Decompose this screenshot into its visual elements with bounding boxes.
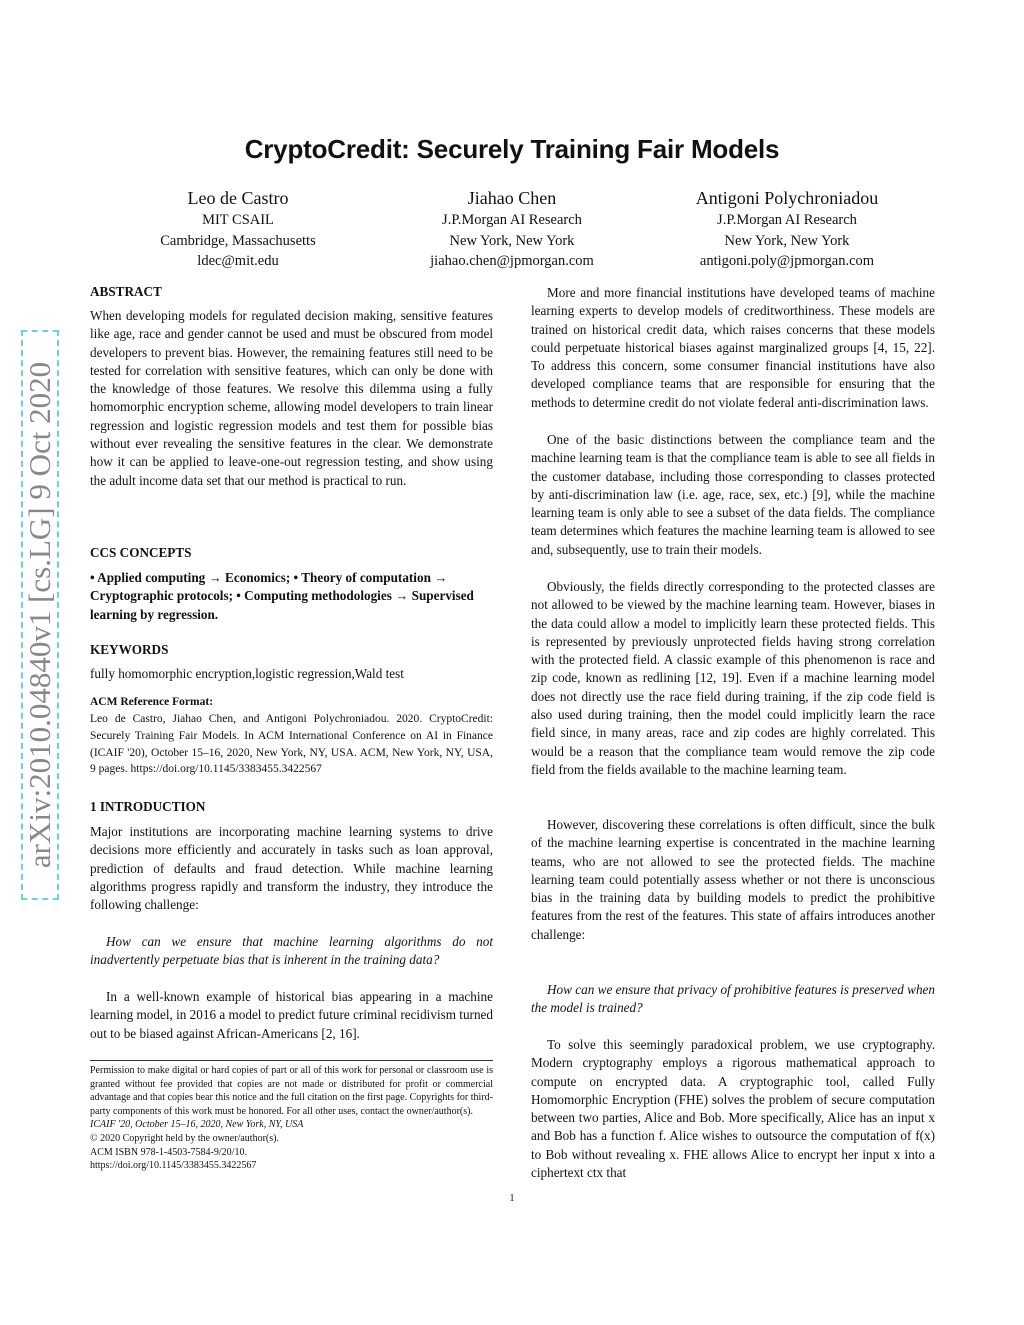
abstract-heading: ABSTRACT: [90, 284, 162, 299]
author-email: jiahao.chen@jpmorgan.com: [430, 253, 594, 269]
doi-link[interactable]: https://doi.org/10.1145/3383455.3422567: [90, 1160, 257, 1172]
author-email: ldec@mit.edu: [197, 253, 279, 269]
intro-paragraph: Obviously, the fields directly corresponding to the protected classes are not allowed to be viewed by the machine learning team. However, biases in the data could allow a model to implicitly learn these protected fields. This is represented by previously unprotected fields having strong correlation with the protected field. A classic example of this phenomenon is race and zip code, known as redlining [12, 19]. Even if a machine learning model does not directly use the race field during training, if the zip code field is also used during training, then the model could implicitly learn the race field since, in many areas, race and zip codes are highly correlated. This would be a reason that the compliance team would remove the zip code field from the fields available to the machine learning team.: [531, 579, 935, 777]
author-block: [88, 186, 388, 272]
author-affiliation: J.P.Morgan AI Research: [717, 212, 857, 228]
ccs-text: • Applied computing → Economics; • Theory of computation → Cryptographic protocols; • Computing methodologies → Supervised learning by regression.: [90, 570, 474, 622]
author-location: Cambridge, Massachusetts: [160, 232, 316, 249]
intro-paragraph: Major institutions are incorporating machine learning systems to drive decisions more efficiently and accurately in tasks such as loan approval, prediction of defaults and fraud detection. While machine learning algorithms progress rapidly and transform the industry, they introduce the following challenge:: [90, 824, 493, 913]
conference-info: ICAIF '20, October 15–16, 2020, New York, NY, USA: [90, 1119, 304, 1131]
footnote-divider: [90, 1060, 493, 1061]
abstract-text: When developing models for regulated decision making, sensitive features like age, race and gender cannot be used and must be obscured from model developers to prevent bias. However, the remaining features still need to be tested for correlation with sensitive features, which can only be done with the knowledge of those features. We resolve this dilemma using a fully homomorphic encryption scheme, allowing model developers to train linear regression and logistic regression models and test them for possible bias without ever revealing the sensitive features in the clear. We demonstrate how it can be applied to leave-one-out regression testing, and show using the adult income data set that our method is practical to run.: [90, 308, 493, 488]
intro-paragraph: However, discovering these correlations is often difficult, since the bulk of the machine learning expertise is concentrated in the machine learning teams, who are not allowed to see the protected fields. The machine learning team could potentially assess whether or not there is unconscious bias in the training data by building models to predict the prohibitive features from the rest of the features. This state of affairs introduces another challenge:: [531, 817, 935, 942]
author-affiliation: MIT CSAIL: [202, 212, 274, 228]
intro-question: How can we ensure that privacy of prohibitive features is preserved when the model is trained?: [531, 982, 935, 1016]
intro-paragraph: More and more financial institutions have developed teams of machine learning experts to develop models of creditworthiness. These models are trained on historical credit data, which raises concerns that these models could perpetuate historical biases against marginalized groups [4, 15, 22]. To address this concern, some consumer financial institutions have also developed compliance teams that are responsible for ensuring that the methods to determine credit do not violate federal anti-discrimination laws.: [531, 285, 935, 410]
intro-question: How can we ensure that machine learning algorithms do not inadvertently perpetuate bias that is inherent in the training data?: [90, 934, 493, 968]
intro-paragraph: In a well-known example of historical bias appearing in a machine learning model, in 2016 a model to predict future criminal recidivism turned out to be biased against African-Americans [2, 16].: [90, 989, 493, 1041]
intro-paragraph: To solve this seemingly paradoxical problem, we use cryptography. Modern cryptography employs a rigorous mathematical approach to compute on encrypted data. A cryptographic tool, called Fully Homomorphic Encryption (FHE) solves the problem of secure computation between two parties, Alice and Bob. More specifically, Alice has an input x and Bob has a function f. Alice wishes to outsource the computation of f(x) to Bob without revealing x. FHE allows Alice to encrypt her input x into a ciphertext ctx that: [531, 1037, 935, 1181]
author-location: New York, New York: [724, 232, 850, 249]
author-name: Leo de Castro: [187, 188, 289, 208]
permission-notice: Permission to make digital or hard copies of part or all of this work for personal or classroom use is granted without fee provided that copies are not made or distributed for profit or commercial advantage and that copies bear this notice and the full citation on the first page. Copyrights for third-party components of this work must be honored. For all other uses, contact the owner/author(s).: [90, 1065, 493, 1117]
intro-heading: 1 INTRODUCTION: [90, 799, 206, 814]
keywords-heading: KEYWORDS: [90, 642, 169, 657]
author-name: Jiahao Chen: [467, 188, 557, 208]
arxiv-stamp: arXiv:2010.04840v1 [cs.LG] 9 Oct 2020: [21, 330, 59, 900]
page-number: 1: [509, 1193, 515, 1204]
copyright: © 2020 Copyright held by the owner/author(s).: [90, 1132, 279, 1144]
author-email: antigoni.poly@jpmorgan.com: [699, 253, 875, 269]
intro-paragraph: One of the basic distinctions between the compliance team and the machine learning team is that the compliance team is able to see all fields in the customer database, including those corresponding to classes protected by anti-discrimination law (i.e. age, race, sex, etc.) [9], while the machine learning team is only able to see a subset of the data fields. The compliance team determines which features the machine learning team is allowed to see and, subsequently, use to train their models.: [531, 432, 935, 557]
author-location: New York, New York: [449, 232, 575, 249]
ccs-heading: CCS CONCEPTS: [90, 545, 192, 560]
footnote: [90, 1064, 493, 1173]
author-block: [362, 186, 662, 272]
author-name: Antigoni Polychroniadou: [695, 188, 879, 208]
isbn: ACM ISBN 978-1-4503-7584-9/20/10.: [90, 1146, 247, 1158]
acm-ref-text: Leo de Castro, Jiahao Chen, and Antigoni Polychroniadou. 2020. CryptoCredit: Securely Training Fair Models. In ACM International Conference on AI in Finance (ICAIF '20), October 15–16, 2020, New York, NY, USA. ACM, New York, NY, USA, 9 pages. https://doi.org/10.1145/3383455.3422567: [90, 713, 493, 776]
author-block: [637, 186, 937, 272]
acm-ref-heading: ACM Reference Format:: [90, 696, 214, 708]
paper-title: CryptoCredit: Securely Training Fair Models: [244, 134, 780, 164]
keywords-text: fully homomorphic encryption,logistic regression,Wald test: [90, 666, 404, 681]
author-affiliation: J.P.Morgan AI Research: [442, 212, 582, 228]
